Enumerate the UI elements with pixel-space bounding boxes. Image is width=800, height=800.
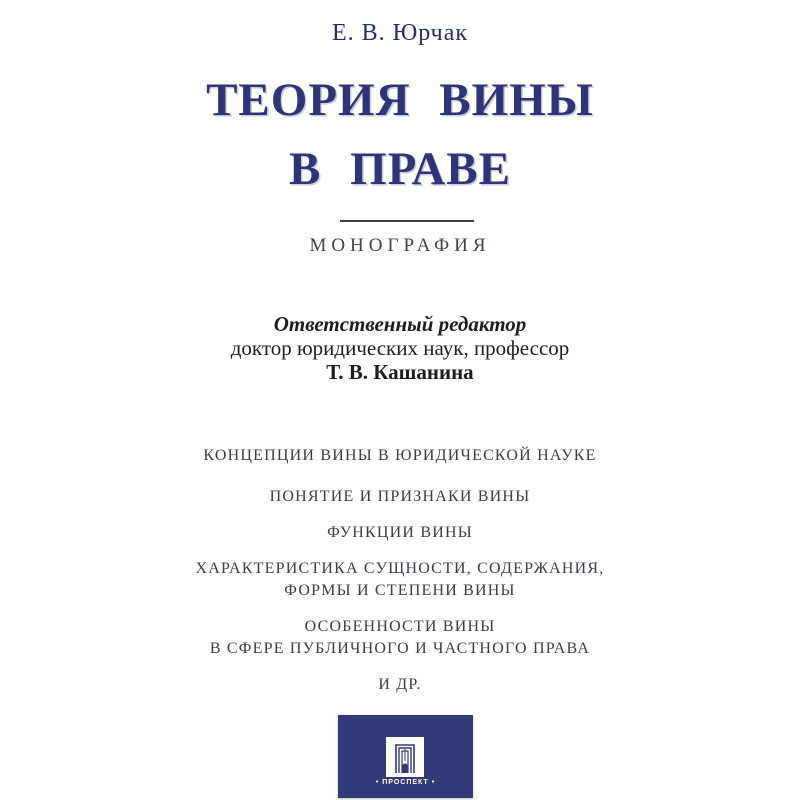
- prospekt-logo-icon: [386, 737, 424, 777]
- editor-name: Т. В. Кашанина: [326, 360, 474, 384]
- topic-item: [0, 616, 800, 660]
- title-divider-rule: [340, 220, 474, 222]
- topic-line: ПОНЯТИЕ И ПРИЗНАКИ ВИНЫ: [269, 488, 531, 505]
- editor-credentials: доктор юридических наук, профессор: [230, 336, 570, 360]
- topic-line: ОСОБЕННОСТИ ВИНЫ: [304, 618, 496, 635]
- book-title: [0, 66, 800, 204]
- topic-line: В СФЕРЕ ПУБЛИЧНОГО И ЧАСТНОГО ПРАВА: [209, 640, 591, 657]
- author-name: Е. В. Юрчак: [331, 20, 469, 46]
- book-title-line-1: ТЕОРИЯ ВИНЫ: [206, 74, 594, 126]
- topic-line: И ДР.: [378, 676, 422, 693]
- topics-list: [0, 445, 800, 710]
- editor-block: [0, 312, 800, 384]
- book-title-line-2: В ПРАВЕ: [289, 143, 511, 195]
- topic-item: [0, 522, 800, 544]
- editor-role: Ответственный редактор: [273, 312, 527, 336]
- topic-item: [0, 445, 800, 467]
- publisher-name: • ПРОСПЕКТ •: [375, 779, 436, 786]
- topic-line: КОНЦЕПЦИИ ВИНЫ В ЮРИДИЧЕСКОЙ НАУКЕ: [203, 447, 597, 464]
- topic-line: ХАРАКТЕРИСТИКА СУЩНОСТИ, СОДЕРЖАНИЯ,: [195, 560, 605, 577]
- topic-item: [0, 558, 800, 602]
- subtitle-monograph: МОНОГРАФИЯ: [309, 235, 491, 256]
- publisher-colophon: [338, 715, 473, 798]
- topic-line: ФОРМЫ И СТЕПЕНИ ВИНЫ: [284, 582, 516, 599]
- topic-item: [0, 674, 800, 696]
- topic-item: [0, 486, 800, 508]
- topic-line: ФУНКЦИИ ВИНЫ: [327, 524, 473, 541]
